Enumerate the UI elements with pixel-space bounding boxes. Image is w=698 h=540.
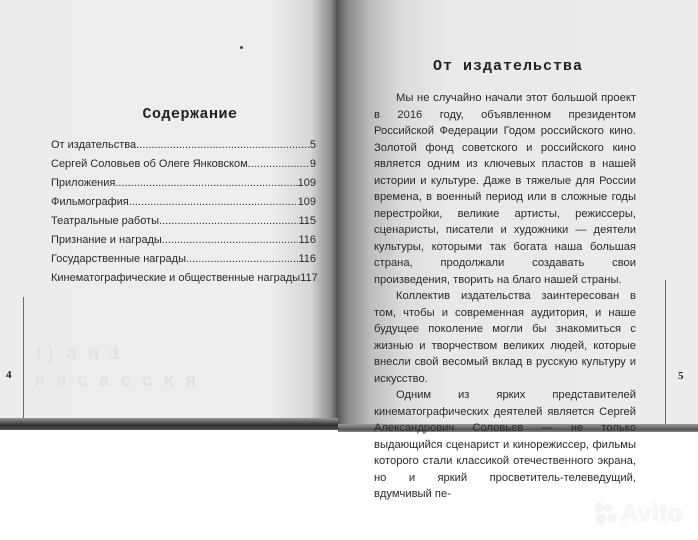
watermark-text: Avito [621, 500, 683, 527]
toc-entry-label: Государственные награды [51, 253, 186, 265]
book-cover-edge [0, 418, 338, 430]
toc-leader-dots [248, 158, 310, 170]
toc-leader-dots [159, 215, 298, 227]
toc-entry-page: 117 [300, 272, 318, 284]
toc-leader-dots [162, 234, 299, 246]
avito-watermark [595, 500, 683, 528]
toc-entry-page: 109 [297, 177, 316, 189]
paragraph: Одним из ярких представителей кинематографических деятелей является Сергей Александрович Соловьев — не только выдающийся сценарист и кинорежиссер, фильмы которого стали классикой отечественного экрана, но и яркий просветитель-телеведущий, вдумчивый пе- [374, 389, 636, 500]
toc-entry-page: 115 [298, 215, 316, 227]
toc-leader-dots [136, 139, 310, 151]
toc-entry-page: 116 [298, 253, 316, 265]
toc-entry [51, 215, 316, 234]
toc-entry-label: От издательства [51, 139, 137, 151]
toc-entry [51, 158, 316, 177]
toc-entry [51, 177, 316, 196]
section-title: От издательства [432, 58, 584, 75]
toc-entry [51, 234, 316, 253]
toc-title: Содержание [142, 106, 238, 123]
toc-entry [51, 253, 316, 272]
paragraph: Мы не случайно начали этот большой проект в 2016 году, объявленном президентом Российской Федерации Годом российского кино. Золотой фонд советского и российского кино является одним из ключевых пластов в нашей истории и культуре. Даже в тяжелые для России времена, в военный период или в сложные годы перестройки, великие артисты, режиссеры, сценаристы, писатели и художники — деятели культуры, которыми так богата наша большая страна, продолжали создавать свои произведения, творить на благо нашей страны. [374, 92, 636, 286]
page-number-right: 5 [678, 370, 684, 382]
bleed-through-text: () a я 1 [34, 345, 121, 365]
toc-entry-label: Кинематографические и общественные награды [51, 272, 301, 284]
page-margin-rule [665, 280, 666, 424]
page-number-left: 4 [6, 369, 12, 381]
paragraph: Коллектив издательства заинтересован в том, чтобы и современная аудитория, и наше будущее поколение могли бы знакомиться с жизнью и творчеством великих людей, которые внесли свой весомый вклад в русскую культуру и искусство. [374, 290, 636, 385]
toc-entry-page: 109 [297, 196, 316, 208]
bleed-through-text: я я с а с с к я [34, 372, 197, 392]
toc-entry-page: 9 [309, 158, 316, 170]
toc-leader-dots [186, 253, 298, 265]
ink-speck [240, 46, 243, 49]
toc-entry [51, 139, 316, 158]
toc-entry-label: Сергей Соловьев об Олеге Янковском [51, 158, 248, 170]
body-text [374, 90, 636, 503]
table-of-contents [51, 139, 316, 291]
toc-entry-page: 5 [309, 139, 316, 151]
toc-entry-label: Театральные работы [51, 215, 160, 227]
toc-leader-dots [115, 177, 297, 189]
toc-entry-page: 116 [298, 234, 316, 246]
toc-leader-dots [129, 196, 298, 208]
toc-entry [51, 272, 316, 291]
toc-entry-label: Признание и награды [51, 234, 162, 246]
toc-entry-label: Фильмография [51, 196, 129, 208]
toc-entry-label: Приложения [51, 177, 116, 189]
toc-entry [51, 196, 316, 215]
left-page [0, 0, 338, 422]
page-margin-rule [23, 297, 24, 419]
avito-logo-icon [595, 503, 617, 525]
